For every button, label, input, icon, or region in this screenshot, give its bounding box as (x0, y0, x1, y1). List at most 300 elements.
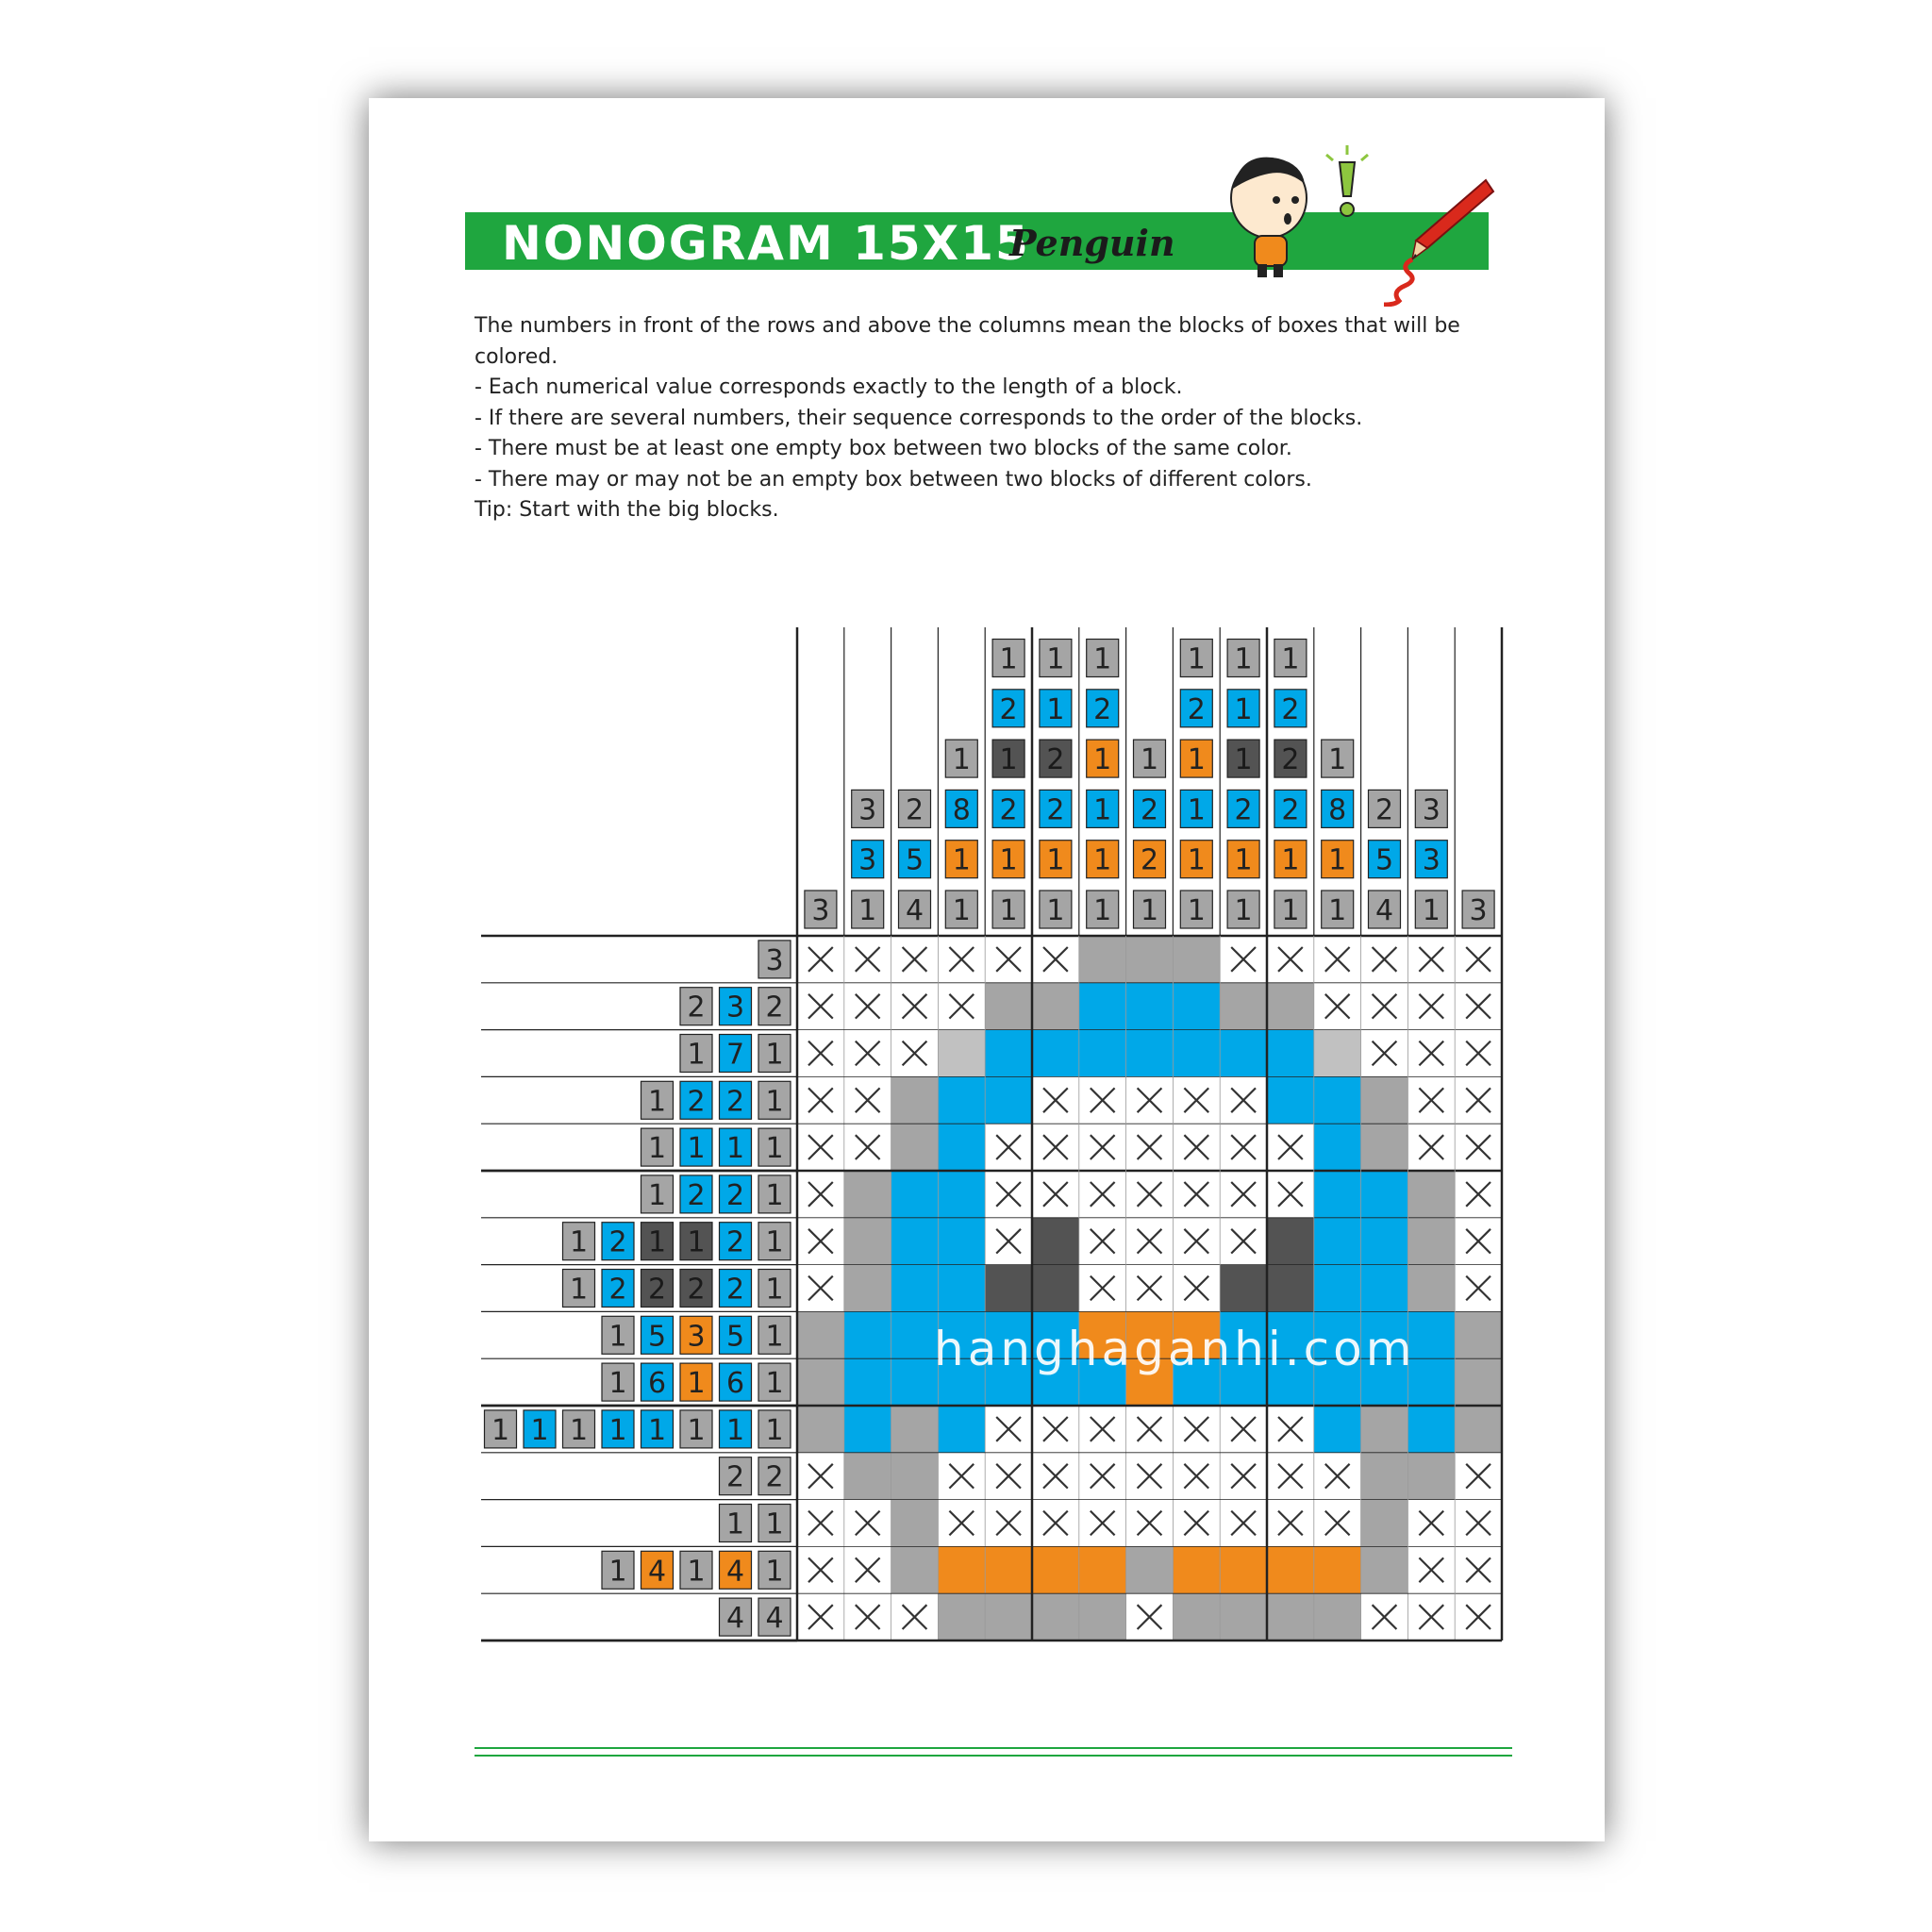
clue-number: 3 (1469, 894, 1488, 927)
column-clue (1180, 690, 1212, 727)
grid-cell[interactable] (891, 1218, 939, 1265)
clue-number: 8 (1328, 793, 1347, 827)
grid-cell[interactable] (1126, 1030, 1174, 1077)
clue-number: 1 (999, 894, 1018, 927)
grid-cell[interactable] (1361, 1265, 1408, 1312)
grid-cell[interactable] (844, 1265, 891, 1312)
grid-cell[interactable] (797, 1311, 844, 1358)
clue-number: 4 (647, 1555, 667, 1589)
column-clue (1322, 790, 1354, 827)
row-clue (758, 988, 791, 1025)
grid-cell[interactable] (1361, 1171, 1408, 1218)
column-clue (899, 841, 931, 878)
clue-number: 1 (1093, 793, 1112, 827)
grid-cell[interactable] (891, 1076, 939, 1124)
grid-cell[interactable] (1126, 936, 1174, 983)
column-clue (1227, 740, 1259, 777)
grid-cell[interactable] (1126, 1546, 1174, 1593)
column-clue (1180, 740, 1212, 777)
column-clue (992, 740, 1024, 777)
column-clue (852, 841, 884, 878)
column-clue (945, 790, 977, 827)
row-clue (720, 1081, 752, 1119)
row-clue (720, 1551, 752, 1589)
row-clue (680, 1551, 712, 1589)
row-clue (680, 1128, 712, 1166)
grid-cell[interactable] (1314, 1030, 1361, 1077)
instruction-line: Tip: Start with the big blocks. (475, 498, 779, 522)
grid-cell[interactable] (1267, 1593, 1314, 1641)
clue-number: 3 (811, 894, 830, 927)
clue-number: 2 (905, 793, 924, 827)
clue-number: 8 (952, 793, 971, 827)
clue-number: 1 (608, 1367, 627, 1401)
clue-number: 5 (905, 843, 924, 877)
column-clue (1180, 640, 1212, 677)
row-clue (758, 1128, 791, 1166)
clue-number: 1 (1328, 894, 1347, 927)
column-clue (992, 891, 1024, 928)
grid-cell[interactable] (1314, 1265, 1361, 1312)
grid-cell[interactable] (1361, 1500, 1408, 1547)
clue-number: 2 (1140, 793, 1159, 827)
grid-cell[interactable] (1173, 1030, 1220, 1077)
column-clue (1040, 740, 1072, 777)
grid-cell[interactable] (797, 1358, 844, 1406)
clue-number: 6 (647, 1367, 667, 1401)
grid-cell[interactable] (1361, 1406, 1408, 1453)
grid-cell[interactable] (938, 1265, 985, 1312)
column-clue (1040, 841, 1072, 878)
clue-number: 2 (1234, 793, 1253, 827)
grid-cell[interactable] (1314, 1218, 1361, 1265)
grid-cell[interactable] (1220, 1265, 1267, 1312)
grid-cell[interactable] (1220, 1593, 1267, 1641)
grid-cell[interactable] (844, 1311, 891, 1358)
clue-number: 2 (725, 1460, 745, 1494)
clue-number: 1 (491, 1413, 510, 1447)
clue-number: 2 (1046, 743, 1065, 777)
row-clue (641, 1175, 674, 1213)
column-clue (1369, 790, 1401, 827)
grid-cell[interactable] (1455, 1406, 1502, 1453)
clue-number: 1 (1093, 843, 1112, 877)
clue-number: 1 (687, 1038, 706, 1072)
column-clue (1040, 891, 1072, 928)
grid-cell[interactable] (891, 1453, 939, 1500)
pencil-icon (1325, 175, 1495, 307)
clue-number: 1 (1093, 894, 1112, 927)
row-clue (720, 1128, 752, 1166)
clue-number: 1 (1187, 743, 1206, 777)
clue-number: 1 (999, 843, 1018, 877)
grid-cell[interactable] (844, 1453, 891, 1500)
column-clue (1369, 841, 1401, 878)
row-clue (720, 1175, 752, 1213)
row-clue (563, 1223, 595, 1260)
clue-number: 1 (1046, 642, 1065, 676)
grid-cell[interactable] (891, 1171, 939, 1218)
column-clue (1087, 640, 1119, 677)
grid-cell[interactable] (891, 1500, 939, 1547)
clue-number: 2 (1046, 793, 1065, 827)
row-clue (602, 1410, 634, 1448)
row-clue (563, 1270, 595, 1307)
grid-cell[interactable] (1361, 1453, 1408, 1500)
row-clue (680, 988, 712, 1025)
clue-number: 1 (1046, 692, 1065, 726)
grid-cell[interactable] (1314, 1546, 1361, 1593)
column-clue (1087, 740, 1119, 777)
instruction-line: - If there are several numbers, their sequence corresponds to the order of the blocks. (475, 406, 1363, 430)
grid-cell[interactable] (1267, 1076, 1314, 1124)
clue-number: 1 (765, 1085, 784, 1119)
clue-number: 1 (999, 642, 1018, 676)
clue-number: 6 (725, 1367, 745, 1401)
column-clue (1274, 740, 1307, 777)
column-clue (1134, 740, 1166, 777)
grid-cell[interactable] (844, 1358, 891, 1406)
clue-number: 1 (1328, 843, 1347, 877)
grid-cell[interactable] (1314, 1593, 1361, 1641)
row-clue (680, 1363, 712, 1401)
clue-number: 4 (725, 1555, 745, 1589)
row-clue (641, 1128, 674, 1166)
grid-cell[interactable] (1361, 1124, 1408, 1171)
row-clue (758, 1457, 791, 1495)
grid-cell[interactable] (1079, 936, 1126, 983)
grid-cell[interactable] (1079, 1593, 1126, 1641)
column-clue (899, 891, 931, 928)
clue-number: 2 (1281, 793, 1300, 827)
clue-number: 1 (1422, 894, 1441, 927)
row-clue (602, 1316, 634, 1354)
grid-cell[interactable] (844, 1218, 891, 1265)
grid-cell[interactable] (1267, 1218, 1314, 1265)
row-clue (680, 1081, 712, 1119)
row-clue (720, 1457, 752, 1495)
row-clue (602, 1270, 634, 1307)
clue-number: 1 (765, 1132, 784, 1166)
clue-number: 3 (765, 943, 784, 977)
column-clue (852, 891, 884, 928)
column-clue (1415, 891, 1447, 928)
clue-number: 5 (647, 1320, 667, 1354)
clue-number: 2 (725, 1273, 745, 1307)
grid-cell[interactable] (1079, 1030, 1126, 1077)
grid-cell[interactable] (1267, 1265, 1314, 1312)
grid-cell[interactable] (891, 1358, 939, 1406)
clue-number: 1 (608, 1555, 627, 1589)
column-clue (1087, 891, 1119, 928)
grid-cell[interactable] (1361, 1546, 1408, 1593)
clue-number: 1 (569, 1273, 589, 1307)
grid-cell[interactable] (1079, 1546, 1126, 1593)
grid-cell[interactable] (1267, 1030, 1314, 1077)
clue-number: 2 (687, 1085, 706, 1119)
clue-number: 1 (765, 1225, 784, 1259)
clue-number: 4 (725, 1602, 745, 1636)
row-clue (680, 1223, 712, 1260)
grid-cell[interactable] (938, 1546, 985, 1593)
column-clue (992, 640, 1024, 677)
grid-cell[interactable] (1220, 983, 1267, 1030)
footer-rule-top (475, 1747, 1512, 1749)
row-clue (524, 1410, 556, 1448)
grid-cell[interactable] (1220, 1030, 1267, 1077)
row-clue (758, 1035, 791, 1073)
column-clue (1134, 841, 1166, 878)
clue-number: 2 (1187, 692, 1206, 726)
grid-cell[interactable] (891, 1265, 939, 1312)
row-clue (758, 1505, 791, 1542)
grid-cell[interactable] (985, 983, 1032, 1030)
grid-cell[interactable] (938, 1124, 985, 1171)
row-clue (720, 1270, 752, 1307)
grid-cell[interactable] (1173, 1546, 1220, 1593)
column-clue (992, 790, 1024, 827)
grid-cell[interactable] (797, 1406, 844, 1453)
instruction-line: - There may or may not be an empty box between two blocks of different colors. (475, 467, 1312, 491)
row-clue (680, 1316, 712, 1354)
grid-cell[interactable] (985, 1593, 1032, 1641)
row-clue (641, 1081, 674, 1119)
clue-number: 1 (687, 1132, 706, 1166)
clue-number: 1 (647, 1132, 667, 1166)
clue-number: 2 (725, 1085, 745, 1119)
grid-cell[interactable] (1267, 983, 1314, 1030)
mascot-illustration (1203, 142, 1335, 283)
grid-cell[interactable] (1407, 1265, 1455, 1312)
column-clue (1087, 790, 1119, 827)
clue-number: 1 (1281, 894, 1300, 927)
column-clue (1040, 690, 1072, 727)
clue-number: 1 (647, 1225, 667, 1259)
clue-number: 2 (687, 991, 706, 1024)
clue-number: 1 (952, 843, 971, 877)
column-clue (1180, 891, 1212, 928)
grid-cell[interactable] (891, 1124, 939, 1171)
clue-number: 1 (1328, 743, 1347, 777)
row-clue (602, 1223, 634, 1260)
column-clue (1274, 891, 1307, 928)
column-clue (992, 841, 1024, 878)
grid-cell[interactable] (1407, 1453, 1455, 1500)
clue-number: 1 (1234, 894, 1253, 927)
clue-number: 1 (952, 743, 971, 777)
clue-number: 4 (905, 894, 924, 927)
instruction-line: The numbers in front of the rows and above the columns mean the blocks of boxes that will be (475, 314, 1460, 338)
clue-number: 2 (765, 1460, 784, 1494)
clue-number: 5 (725, 1320, 745, 1354)
grid-cell[interactable] (844, 1406, 891, 1453)
row-clue (720, 1410, 752, 1448)
column-clue (1274, 841, 1307, 878)
row-clue (641, 1316, 674, 1354)
grid-cell[interactable] (938, 1076, 985, 1124)
grid-cell[interactable] (985, 1030, 1032, 1077)
grid-cell[interactable] (1032, 1593, 1079, 1641)
clue-number: 3 (1422, 843, 1441, 877)
column-clue (945, 841, 977, 878)
clue-number: 1 (765, 1178, 784, 1212)
clue-number: 1 (765, 1507, 784, 1541)
clue-number: 2 (1140, 843, 1159, 877)
column-clue (852, 790, 884, 827)
clue-number: 2 (687, 1273, 706, 1307)
grid-cell[interactable] (1032, 983, 1079, 1030)
grid-cell[interactable] (844, 1171, 891, 1218)
column-clue (1274, 790, 1307, 827)
grid-cell[interactable] (1173, 936, 1220, 983)
row-clue (563, 1410, 595, 1448)
clue-number: 2 (999, 692, 1018, 726)
column-clue (1040, 640, 1072, 677)
grid-cell[interactable] (1032, 1265, 1079, 1312)
grid-cell[interactable] (985, 1265, 1032, 1312)
grid-cell[interactable] (1407, 1171, 1455, 1218)
row-clue (602, 1551, 634, 1589)
clue-number: 1 (608, 1413, 627, 1447)
column-clue (805, 891, 837, 928)
clue-number: 2 (725, 1225, 745, 1259)
instruction-line: colored. (475, 344, 558, 369)
grid-cell[interactable] (1032, 1546, 1079, 1593)
grid-cell[interactable] (938, 1218, 985, 1265)
column-clue (945, 740, 977, 777)
column-clue (1227, 640, 1259, 677)
column-clue (1040, 790, 1072, 827)
clue-number: 1 (725, 1132, 745, 1166)
clue-number: 1 (687, 1555, 706, 1589)
clue-number: 1 (725, 1507, 745, 1541)
grid-cell[interactable] (1407, 1218, 1455, 1265)
column-clue (1462, 891, 1494, 928)
column-clue (992, 690, 1024, 727)
column-clue (1227, 790, 1259, 827)
column-clue (1369, 891, 1401, 928)
grid-cell[interactable] (985, 1076, 1032, 1124)
column-clue (1415, 790, 1447, 827)
column-clue (1180, 790, 1212, 827)
clue-number: 4 (1374, 894, 1394, 927)
row-clue (641, 1270, 674, 1307)
clue-number: 3 (858, 793, 877, 827)
grid-cell[interactable] (1173, 1593, 1220, 1641)
grid-cell[interactable] (1455, 1311, 1502, 1358)
grid-cell[interactable] (1455, 1358, 1502, 1406)
grid-cell[interactable] (1032, 1218, 1079, 1265)
clue-number: 1 (1046, 843, 1065, 877)
grid-cell[interactable] (938, 1406, 985, 1453)
grid-cell[interactable] (1220, 1546, 1267, 1593)
column-clue (1227, 690, 1259, 727)
clue-number: 4 (765, 1602, 784, 1636)
row-clue (720, 988, 752, 1025)
clue-number: 2 (1374, 793, 1394, 827)
clue-number: 1 (1234, 843, 1253, 877)
clue-number: 2 (765, 991, 784, 1024)
grid-cell[interactable] (1314, 1124, 1361, 1171)
clue-number: 1 (647, 1085, 667, 1119)
column-clue (1415, 841, 1447, 878)
row-clue (758, 1598, 791, 1636)
column-clue (1322, 841, 1354, 878)
puzzle-subtitle: Penguin (1009, 222, 1175, 264)
clue-number: 1 (1140, 894, 1159, 927)
grid-cell[interactable] (891, 1546, 939, 1593)
clue-number: 2 (725, 1178, 745, 1212)
clue-number: 1 (858, 894, 877, 927)
clue-number: 1 (687, 1367, 706, 1401)
clue-number: 2 (1093, 692, 1112, 726)
page-title: NONOGRAM 15X15 (502, 216, 1030, 271)
grid-cell[interactable] (891, 1311, 939, 1358)
grid-cell[interactable] (938, 1171, 985, 1218)
row-clue (602, 1363, 634, 1401)
clue-number: 1 (1187, 843, 1206, 877)
row-clue (720, 1598, 752, 1636)
grid-cell[interactable] (1267, 1546, 1314, 1593)
row-clue (641, 1363, 674, 1401)
grid-cell[interactable] (891, 1406, 939, 1453)
grid-cell[interactable] (1173, 983, 1220, 1030)
clue-number: 1 (608, 1320, 627, 1354)
clue-number: 1 (569, 1225, 589, 1259)
clue-number: 2 (1281, 692, 1300, 726)
footer-rule-bottom (475, 1755, 1512, 1757)
instruction-line: - Each numerical value corresponds exactly to the length of a block. (475, 375, 1183, 399)
row-clue (680, 1410, 712, 1448)
column-clue (1227, 891, 1259, 928)
column-clue (1227, 841, 1259, 878)
grid-cell[interactable] (1032, 1030, 1079, 1077)
grid-cell[interactable] (938, 1593, 985, 1641)
row-clue (758, 1363, 791, 1401)
clue-number: 1 (1281, 642, 1300, 676)
row-clue (758, 1081, 791, 1119)
grid-cell[interactable] (1361, 1218, 1408, 1265)
column-clue (1322, 740, 1354, 777)
column-clue (1087, 841, 1119, 878)
row-clue (680, 1270, 712, 1307)
grid-cell[interactable] (1079, 983, 1126, 1030)
clue-number: 1 (1281, 843, 1300, 877)
row-clue (641, 1410, 674, 1448)
column-clue (1274, 640, 1307, 677)
column-clue (945, 891, 977, 928)
clue-number: 1 (952, 894, 971, 927)
clue-number: 1 (647, 1178, 667, 1212)
clue-number: 1 (687, 1413, 706, 1447)
grid-cell[interactable] (1314, 1076, 1361, 1124)
grid-cell[interactable] (1314, 1406, 1361, 1453)
clue-number: 1 (1187, 642, 1206, 676)
instructions (475, 311, 1465, 526)
grid-cell[interactable] (1407, 1406, 1455, 1453)
grid-cell[interactable] (985, 1546, 1032, 1593)
grid-cell[interactable] (938, 1030, 985, 1077)
clue-number: 1 (1234, 642, 1253, 676)
grid-cell[interactable] (1361, 1076, 1408, 1124)
grid-cell[interactable] (1126, 983, 1174, 1030)
row-clue (720, 1035, 752, 1073)
column-clue (1322, 891, 1354, 928)
row-clue (680, 1175, 712, 1213)
row-clue (758, 1316, 791, 1354)
grid-cell[interactable] (1314, 1171, 1361, 1218)
row-clue (680, 1035, 712, 1073)
